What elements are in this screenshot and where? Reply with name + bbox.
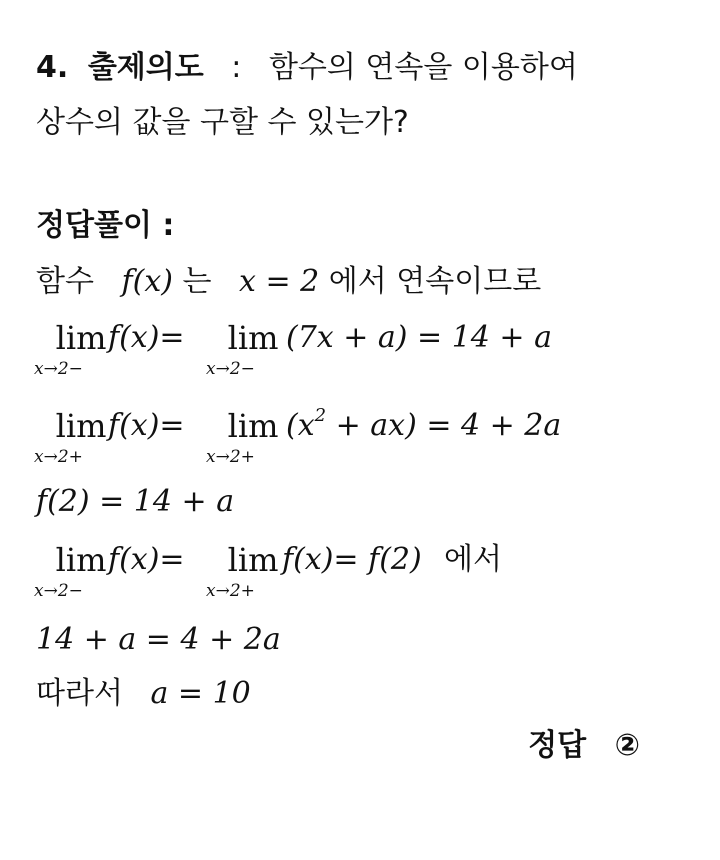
equal-limit-row [36,540,696,610]
lim-fx-2: f(x)= f(2) [282,542,422,577]
f2-line: f(2) = 14 + a [36,484,235,519]
right-limit-row [36,406,696,476]
lim-subscript-2: x→2+ [206,581,255,601]
answer-value: ② [614,728,640,763]
lim-word-2: lim [227,541,279,579]
solution-intro-line [36,262,541,302]
lim-word: lim [55,541,107,579]
lim-word: lim [55,319,107,357]
lim-expression [286,406,561,446]
intent-line [36,48,578,88]
lim-fx: f(x)= [108,408,185,443]
equal-suffix: 에서 [444,542,502,577]
intent-line-2 [36,103,409,143]
conclusion-line [36,674,251,714]
lim-subscript-2: x→2+ [206,447,255,467]
lim-fx: f(x)= [108,542,185,577]
lim-subscript-2: x→2− [206,359,255,379]
answer-label: 정답 [528,728,587,763]
lim-subscript: x→2− [34,581,83,601]
lim-operator-2 [208,318,298,380]
intro-fx: f(x) [121,264,173,299]
conclusion-prefix: 따라서 [36,676,123,711]
lim-word-2: lim [227,319,279,357]
lim-expression: (7x + a) = 14 + a [286,320,552,355]
intent-text-2: 상수의 값을 구할 수 있는가? [36,105,409,140]
conclusion-expression: a = 10 [150,676,251,711]
answer [528,726,640,766]
left-limit-row [36,318,696,388]
intent-label: 출제의도 [87,50,204,85]
intro-suffix: 에서 연속이므로 [328,264,542,299]
lim-operator-2 [208,406,298,468]
lim-subscript: x→2− [34,359,83,379]
intent-text: 함수의 연속을 이용하여 [268,50,578,85]
expr-pre: (x [286,408,315,443]
intro-cond: x = 2 [239,264,320,299]
intro-mid: 는 [182,264,212,299]
lim-fx: f(x)= [108,320,185,355]
lim-word-2: lim [227,407,279,445]
solution-label: 정답풀이 : [36,208,175,243]
problem-number: 4. [36,50,69,85]
intent-colon: : [231,50,242,85]
lim-word: lim [55,407,107,445]
equation-line: 14 + a = 4 + 2a [36,622,281,657]
expr-post: + ax) = 4 + 2a [326,408,562,443]
intro-prefix: 함수 [36,264,94,299]
lim-subscript: x→2+ [34,447,83,467]
expr-sup: 2 [314,405,327,426]
